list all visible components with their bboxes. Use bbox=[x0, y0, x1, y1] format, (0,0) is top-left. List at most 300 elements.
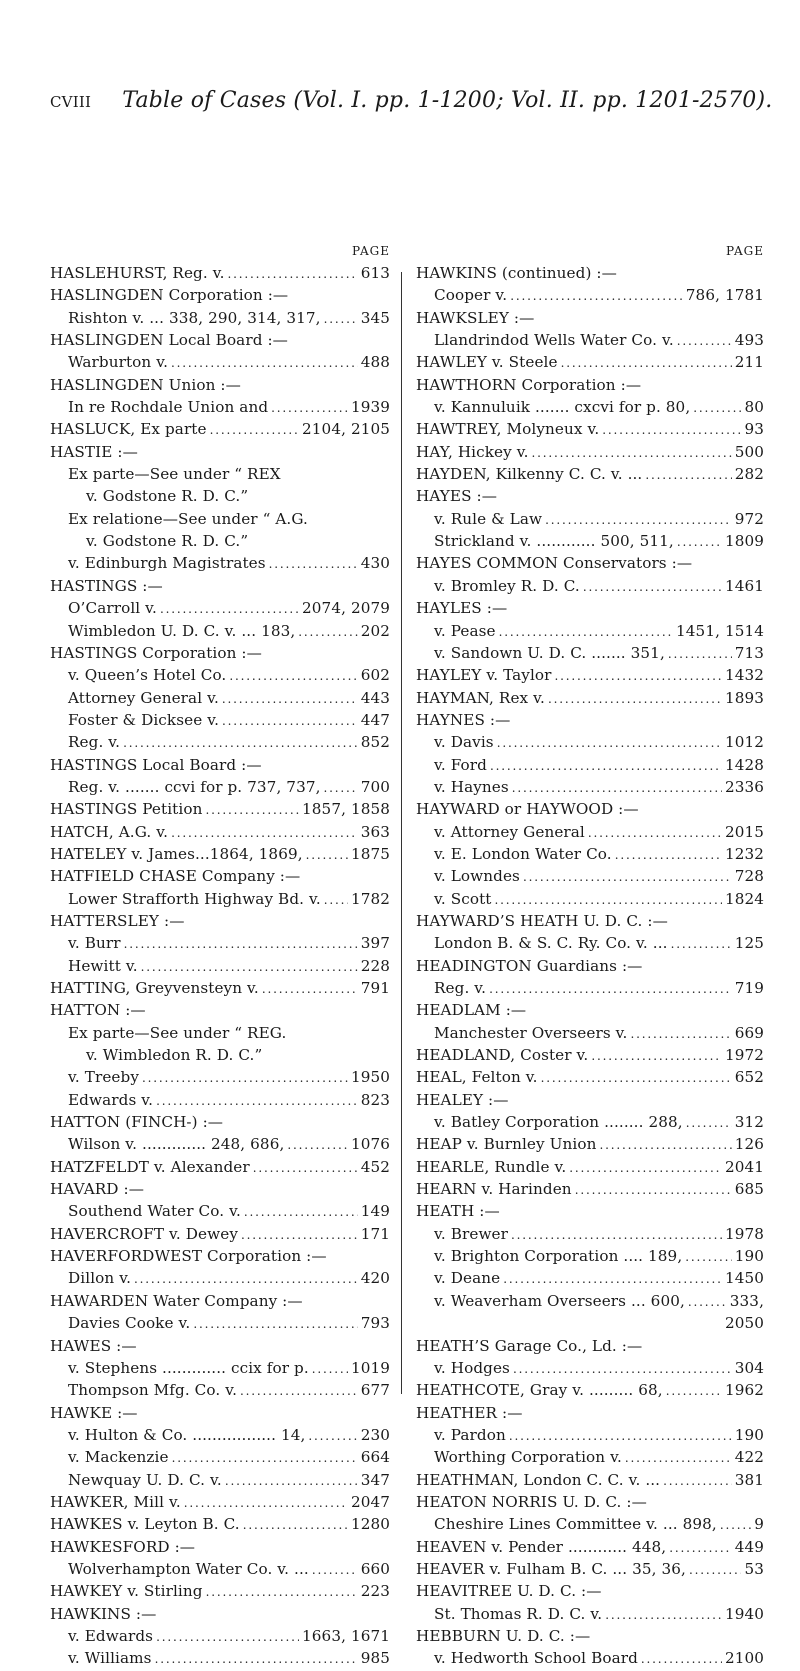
dot-leader bbox=[253, 1156, 358, 1179]
dot-leader bbox=[677, 329, 732, 352]
index-entry bbox=[416, 351, 764, 373]
index-entry bbox=[50, 888, 390, 910]
index-entry bbox=[416, 262, 764, 284]
entry-name: v. Haynes bbox=[434, 777, 509, 796]
entry-name: v. E. London Water Co. bbox=[434, 844, 612, 863]
dot-leader bbox=[171, 821, 358, 844]
index-entry bbox=[416, 1223, 764, 1245]
entry-name: HAWARDEN Water Company :— bbox=[50, 1291, 303, 1310]
index-entry bbox=[50, 1424, 390, 1446]
dot-leader bbox=[142, 1066, 348, 1089]
entry-page: 493 bbox=[734, 331, 764, 350]
dot-leader bbox=[510, 284, 683, 307]
dot-leader bbox=[569, 1156, 722, 1179]
entry-page: 449 bbox=[734, 1537, 764, 1556]
index-entry bbox=[50, 1133, 390, 1155]
page-column-label: PAGE bbox=[726, 244, 764, 258]
dot-leader bbox=[205, 798, 299, 821]
index-entry bbox=[50, 1558, 390, 1580]
index-entry bbox=[50, 374, 390, 396]
entry-page: 1019 bbox=[350, 1358, 390, 1377]
index-entry bbox=[416, 1267, 764, 1289]
index-entry bbox=[416, 1178, 764, 1200]
entry-name: HAVARD :— bbox=[50, 1180, 145, 1199]
dot-leader bbox=[160, 597, 299, 620]
index-entry bbox=[416, 1290, 764, 1312]
entry-name: v. Kannuluik ....... cxcvi for p. 80, bbox=[434, 398, 691, 417]
entry-name: Wimbledon U. D. C. v. ... 183, bbox=[68, 621, 296, 640]
dot-leader bbox=[663, 1469, 732, 1492]
index-entry bbox=[416, 1022, 764, 1044]
index-entry bbox=[50, 1245, 390, 1267]
index-entry bbox=[50, 798, 390, 820]
index-entry bbox=[416, 1580, 764, 1602]
index-entry bbox=[416, 821, 764, 843]
dot-leader bbox=[324, 888, 348, 911]
index-entry bbox=[416, 709, 764, 731]
entry-page: 304 bbox=[734, 1358, 764, 1377]
dot-leader bbox=[271, 396, 348, 419]
index-entry bbox=[416, 1625, 764, 1647]
entry-name: v. Godstone R. D. C.” bbox=[86, 487, 249, 506]
entry-page: 2100 bbox=[724, 1649, 764, 1668]
dot-leader bbox=[172, 1446, 358, 1469]
dot-leader bbox=[625, 1446, 732, 1469]
index-entry bbox=[50, 821, 390, 843]
index-entry bbox=[416, 552, 764, 574]
entry-page: 202 bbox=[360, 621, 390, 640]
entry-page: 1451, 1514 bbox=[676, 621, 764, 640]
entry-page: 443 bbox=[360, 688, 390, 707]
entry-page: 230 bbox=[360, 1425, 390, 1444]
entry-name: HATELEY v. James...1864, 1869, bbox=[50, 844, 303, 863]
entry-name: v. Hodges bbox=[434, 1358, 510, 1377]
entry-name: HATTON :— bbox=[50, 1001, 146, 1020]
entry-name: v. Godstone R. D. C.” bbox=[86, 532, 249, 551]
entry-name: HEATH’S Garage Co., Ld. :— bbox=[416, 1336, 643, 1355]
index-entry bbox=[50, 1178, 390, 1200]
dot-leader bbox=[141, 955, 358, 978]
index-entry bbox=[50, 1267, 390, 1289]
index-entry bbox=[416, 642, 764, 664]
index-entry bbox=[50, 620, 390, 642]
entry-name: Ex parte—See under “ REG. bbox=[68, 1023, 287, 1042]
entry-name: v. Queen’s Hotel Co. bbox=[68, 666, 227, 685]
dot-leader bbox=[575, 1178, 732, 1201]
index-entry bbox=[416, 1536, 764, 1558]
dot-leader bbox=[497, 731, 722, 754]
dot-leader bbox=[193, 1312, 357, 1335]
entry-page: 700 bbox=[360, 777, 390, 796]
index-entry bbox=[50, 1603, 390, 1625]
entry-page: 677 bbox=[360, 1381, 390, 1400]
entry-name: Edwards v. bbox=[68, 1090, 154, 1109]
index-entry bbox=[416, 776, 764, 798]
entry-name: HEADLAND, Coster v. bbox=[416, 1046, 589, 1065]
entry-page: 1962 bbox=[724, 1381, 764, 1400]
entry-name: HEAVEN v. Pender ............ 448, bbox=[416, 1537, 667, 1556]
entry-name: HEAP v. Burnley Union bbox=[416, 1135, 597, 1154]
page-column-label: PAGE bbox=[352, 244, 390, 258]
index-entry bbox=[50, 642, 390, 664]
entry-name: In re Rochdale Union and bbox=[68, 398, 269, 417]
dot-leader bbox=[499, 620, 673, 643]
entry-page: 1232 bbox=[724, 844, 764, 863]
index-entry bbox=[416, 888, 764, 910]
index-entry bbox=[50, 1089, 390, 1111]
entry-name: Strickland v. ............ 500, 511, bbox=[434, 532, 674, 551]
dot-leader bbox=[503, 1267, 722, 1290]
index-entry bbox=[50, 508, 390, 530]
entry-name: Warburton v. bbox=[68, 353, 169, 372]
dot-leader bbox=[269, 552, 358, 575]
index-entry bbox=[50, 1379, 390, 1401]
dot-leader bbox=[671, 932, 732, 955]
index-entry bbox=[416, 1111, 764, 1133]
index-entry bbox=[416, 1446, 764, 1468]
entry-name: Llandrindod Wells Water Co. v. bbox=[434, 331, 674, 350]
index-entry bbox=[416, 1558, 764, 1580]
entry-name: HASLUCK, Ex parte bbox=[50, 420, 207, 439]
entry-name: HATFIELD CHASE Company :— bbox=[50, 867, 301, 886]
entry-name: O’Carroll v. bbox=[68, 599, 157, 618]
entry-page: 93 bbox=[744, 420, 764, 439]
left-entries bbox=[50, 262, 390, 1670]
entry-name: v. Edwards bbox=[68, 1626, 154, 1645]
entry-name: Attorney General v. bbox=[68, 688, 219, 707]
dot-leader bbox=[324, 307, 358, 330]
page-title: Table of Cases (Vol. I. pp. 1-1200; Vol. II. pp. 1201-2570). bbox=[122, 88, 773, 113]
index-entry bbox=[50, 1290, 390, 1312]
entry-name: v. Batley Corporation ........ 288, bbox=[434, 1113, 683, 1132]
entry-page: 422 bbox=[734, 1448, 764, 1467]
index-entry bbox=[416, 1245, 764, 1267]
dot-leader bbox=[490, 754, 722, 777]
index-entry bbox=[416, 307, 764, 329]
index-entry bbox=[416, 1379, 764, 1401]
entry-name: HAYES :— bbox=[416, 487, 498, 506]
entry-page: 211 bbox=[734, 353, 764, 372]
index-entry bbox=[50, 1156, 390, 1178]
entry-name: HEADLAM :— bbox=[416, 1001, 527, 1020]
index-entry bbox=[416, 1156, 764, 1178]
entry-name: HATZFELDT v. Alexander bbox=[50, 1157, 250, 1176]
entry-name: Ex parte—See under “ REX bbox=[68, 465, 281, 484]
index-entry bbox=[416, 1312, 764, 1334]
index-entry bbox=[50, 351, 390, 373]
dot-leader bbox=[222, 709, 358, 732]
entry-name: Davies Cooke v. bbox=[68, 1314, 191, 1333]
index-entry bbox=[416, 374, 764, 396]
entry-name: HEADINGTON Guardians :— bbox=[416, 956, 643, 975]
entry-name: HAWKESFORD :— bbox=[50, 1537, 196, 1556]
dot-leader bbox=[240, 1379, 358, 1402]
index-entry bbox=[416, 329, 764, 351]
dot-leader bbox=[262, 977, 358, 1000]
entry-page: 228 bbox=[360, 956, 390, 975]
entry-name: Wolverhampton Water Co. v. ... bbox=[68, 1559, 309, 1578]
dot-leader bbox=[495, 888, 722, 911]
entry-name: v. Pease bbox=[434, 621, 496, 640]
index-entry bbox=[416, 1603, 764, 1625]
entry-page: 2015 bbox=[724, 822, 764, 841]
dot-leader bbox=[511, 1223, 722, 1246]
entry-page: 1809 bbox=[724, 532, 764, 551]
entry-name: HAWKER, Mill v. bbox=[50, 1492, 181, 1511]
index-entry bbox=[416, 1089, 764, 1111]
index-entry bbox=[50, 575, 390, 597]
entry-name: HAYLES :— bbox=[416, 599, 508, 618]
entry-name: Ex relatione—See under “ A.G. bbox=[68, 509, 308, 528]
index-entry bbox=[416, 1200, 764, 1222]
dot-leader bbox=[583, 575, 722, 598]
dot-leader bbox=[668, 642, 732, 665]
entry-page: 149 bbox=[360, 1202, 390, 1221]
entry-name: HEATHCOTE, Gray v. ......... 68, bbox=[416, 1381, 663, 1400]
entry-page: 852 bbox=[360, 733, 390, 752]
entry-name: Thompson Mfg. Co. v. bbox=[68, 1381, 238, 1400]
entry-page: 363 bbox=[360, 822, 390, 841]
entry-name: HATCH, A.G. v. bbox=[50, 822, 169, 841]
index-entry bbox=[50, 664, 390, 686]
entry-page: 430 bbox=[360, 554, 390, 573]
entry-name: v. Ford bbox=[434, 755, 487, 774]
index-entry bbox=[416, 999, 764, 1021]
entry-page: 1782 bbox=[350, 889, 390, 908]
index-entry bbox=[416, 687, 764, 709]
entry-name: HAYMAN, Rex v. bbox=[416, 688, 545, 707]
entry-name: v. Rule & Law bbox=[434, 509, 543, 528]
index-entry bbox=[50, 1111, 390, 1133]
entry-name: v. Hedworth School Board bbox=[434, 1649, 638, 1668]
dot-leader bbox=[602, 418, 741, 441]
dot-leader bbox=[243, 1513, 348, 1536]
index-entry bbox=[416, 485, 764, 507]
dot-leader bbox=[685, 1245, 731, 1268]
entry-name: HAWKEY v. Stirling bbox=[50, 1582, 203, 1601]
entry-name: HASTINGS Corporation :— bbox=[50, 643, 262, 662]
entry-name: v. Burr bbox=[68, 934, 121, 953]
entry-name: Reg. v. ....... ccvi for p. 737, 737, bbox=[68, 777, 321, 796]
index-entry bbox=[416, 508, 764, 530]
entry-page: 1940 bbox=[724, 1604, 764, 1623]
entry-name: HAWTHORN Corporation :— bbox=[416, 375, 642, 394]
index-entry bbox=[416, 932, 764, 954]
index-entry bbox=[50, 932, 390, 954]
entry-name: HEATON NORRIS U. D. C. :— bbox=[416, 1492, 647, 1511]
entry-name: HAYWARD or HAYWOOD :— bbox=[416, 800, 639, 819]
dot-leader bbox=[693, 396, 741, 419]
entry-page: 2050 bbox=[724, 1314, 764, 1333]
index-entry bbox=[50, 1200, 390, 1222]
index-entry bbox=[50, 1469, 390, 1491]
index-entry bbox=[50, 1335, 390, 1357]
dot-leader bbox=[124, 932, 358, 955]
index-entry bbox=[50, 910, 390, 932]
dot-leader bbox=[298, 620, 357, 643]
entry-name: HEARN v. Harinden bbox=[416, 1180, 572, 1199]
dot-leader bbox=[509, 1424, 732, 1447]
entry-page: 1663, 1671 bbox=[302, 1626, 390, 1645]
entry-name: St. Thomas R. D. C. v. bbox=[434, 1604, 603, 1623]
dot-leader bbox=[123, 731, 358, 754]
index-entry bbox=[50, 1022, 390, 1044]
entry-name: v. Sandown U. D. C. ....... 351, bbox=[434, 643, 665, 662]
index-entry bbox=[416, 441, 764, 463]
entry-name: HAYDEN, Kilkenny C. C. v. ... bbox=[416, 465, 643, 484]
entry-page: 1939 bbox=[350, 398, 390, 417]
index-entry bbox=[50, 1402, 390, 1424]
entry-page: 500 bbox=[734, 442, 764, 461]
entry-name: HEATH :— bbox=[416, 1202, 500, 1221]
right-column bbox=[416, 240, 764, 1670]
entry-name: HASLINGDEN Local Board :— bbox=[50, 331, 288, 350]
index-entry bbox=[416, 798, 764, 820]
entry-page: 190 bbox=[734, 1247, 764, 1266]
dot-leader bbox=[541, 1066, 732, 1089]
entry-name: HAWKE :— bbox=[50, 1403, 138, 1422]
dot-leader bbox=[599, 1133, 731, 1156]
entry-name: v. Deane bbox=[434, 1269, 501, 1288]
entry-name: HATTING, Greyvensteyn v. bbox=[50, 979, 259, 997]
entry-page: 1857, 1858 bbox=[302, 800, 390, 819]
entry-name: Lower Strafforth Highway Bd. v. bbox=[68, 889, 321, 908]
entry-page: 1012 bbox=[724, 733, 764, 752]
dot-leader bbox=[228, 262, 358, 285]
dot-leader bbox=[561, 351, 732, 374]
entry-page: 397 bbox=[360, 934, 390, 953]
dot-leader bbox=[312, 1558, 358, 1581]
entry-name: v. Pardon bbox=[434, 1425, 506, 1444]
running-head bbox=[50, 88, 773, 113]
dot-leader bbox=[324, 776, 358, 799]
index-entry bbox=[416, 1066, 764, 1088]
index-entry bbox=[416, 418, 764, 440]
entry-page: 381 bbox=[734, 1470, 764, 1489]
entry-page: 345 bbox=[360, 308, 390, 327]
dot-leader bbox=[171, 351, 358, 374]
entry-page: 1893 bbox=[724, 688, 764, 707]
entry-name: v. Treeby bbox=[68, 1068, 139, 1087]
dot-leader bbox=[630, 1022, 731, 1045]
entry-name: HAWKES v. Leyton B. C. bbox=[50, 1515, 240, 1534]
entry-name: HAWLEY v. Steele bbox=[416, 353, 558, 372]
entry-page: 728 bbox=[734, 867, 764, 886]
dot-leader bbox=[312, 1357, 348, 1380]
index-entry bbox=[50, 418, 390, 440]
entry-name: v. Davis bbox=[434, 733, 494, 752]
entry-page: 2047 bbox=[350, 1492, 390, 1511]
index-entry bbox=[50, 284, 390, 306]
entry-name: HEATHER :— bbox=[416, 1403, 523, 1422]
entry-page: 613 bbox=[360, 264, 390, 282]
entry-page: 669 bbox=[734, 1023, 764, 1042]
index-entry bbox=[416, 597, 764, 619]
entry-name: HAYWARD’S HEATH U. D. C. :— bbox=[416, 911, 668, 930]
entry-name: v. Attorney General bbox=[434, 822, 585, 841]
entry-page: 660 bbox=[360, 1559, 390, 1578]
entry-name: HAWKSLEY :— bbox=[416, 308, 535, 327]
dot-leader bbox=[134, 1267, 358, 1290]
dot-leader bbox=[306, 843, 348, 866]
entry-name: HAWKINS :— bbox=[50, 1604, 157, 1623]
entry-page: 1978 bbox=[724, 1224, 764, 1243]
entry-name: HATTON (FINCH-) :— bbox=[50, 1113, 224, 1132]
entry-name: v. Wimbledon R. D. C.” bbox=[86, 1046, 263, 1065]
entry-page: 333, bbox=[729, 1291, 764, 1310]
index-entry bbox=[416, 620, 764, 642]
index-entry bbox=[50, 1625, 390, 1647]
entry-name: v. Lowndes bbox=[434, 867, 520, 886]
entry-page: 347 bbox=[360, 1470, 390, 1489]
index-entry bbox=[416, 530, 764, 552]
dot-leader bbox=[523, 865, 732, 888]
left-column bbox=[50, 240, 390, 1670]
index-entry bbox=[416, 843, 764, 865]
entry-page: 793 bbox=[360, 1314, 390, 1333]
dot-leader bbox=[206, 1580, 358, 1603]
dot-leader bbox=[308, 1424, 357, 1447]
dot-leader bbox=[677, 530, 722, 553]
entry-page: 791 bbox=[360, 979, 390, 997]
entry-page: 664 bbox=[360, 1448, 390, 1467]
index-entry bbox=[416, 910, 764, 932]
entry-page: 420 bbox=[360, 1269, 390, 1288]
entry-page: 719 bbox=[734, 979, 764, 997]
dot-leader bbox=[588, 821, 722, 844]
dot-leader bbox=[155, 1647, 358, 1670]
entry-name: London B. & S. C. Ry. Co. v. ... bbox=[434, 934, 668, 953]
entry-page: 2041 bbox=[724, 1157, 764, 1176]
entry-page: 125 bbox=[734, 934, 764, 953]
index-entry bbox=[50, 597, 390, 619]
index-entry bbox=[416, 1133, 764, 1155]
dot-leader bbox=[688, 1290, 727, 1313]
entry-name: HEARLE, Rundle v. bbox=[416, 1157, 567, 1176]
index-entry bbox=[50, 485, 390, 507]
dot-leader bbox=[555, 664, 722, 687]
dot-leader bbox=[666, 1379, 722, 1402]
index-entry bbox=[50, 307, 390, 329]
index-entry bbox=[416, 731, 764, 753]
entry-page: 602 bbox=[360, 666, 390, 685]
dot-leader bbox=[689, 1558, 742, 1581]
entry-page: 1950 bbox=[350, 1068, 390, 1087]
dot-leader bbox=[210, 418, 299, 441]
entry-page: 2336 bbox=[724, 777, 764, 796]
entry-name: v. Weaverham Overseers ... 600, bbox=[434, 1291, 685, 1310]
index-entry bbox=[416, 1335, 764, 1357]
entry-page: 685 bbox=[734, 1180, 764, 1199]
entry-name: HAYES COMMON Conservators :— bbox=[416, 554, 693, 573]
entry-name: HEAL, Felton v. bbox=[416, 1068, 538, 1087]
entry-page: 713 bbox=[734, 643, 764, 662]
entry-name: Foster & Dicksee v. bbox=[68, 710, 220, 729]
index-entry bbox=[50, 262, 390, 284]
entry-page: 452 bbox=[360, 1157, 390, 1176]
dot-leader bbox=[545, 508, 732, 531]
entry-name: Cheshire Lines Committee v. ... 898, bbox=[434, 1515, 717, 1534]
index-entry bbox=[416, 1513, 764, 1535]
dot-leader bbox=[156, 1625, 299, 1648]
entry-page: 2074, 2079 bbox=[302, 599, 390, 618]
entry-name: v. Mackenzie bbox=[68, 1448, 169, 1467]
entry-name: HASTINGS Petition bbox=[50, 800, 203, 819]
index-entry bbox=[50, 463, 390, 485]
page-number: cviii bbox=[50, 88, 92, 113]
entry-page: 1076 bbox=[350, 1135, 390, 1154]
index-entry bbox=[416, 1491, 764, 1513]
